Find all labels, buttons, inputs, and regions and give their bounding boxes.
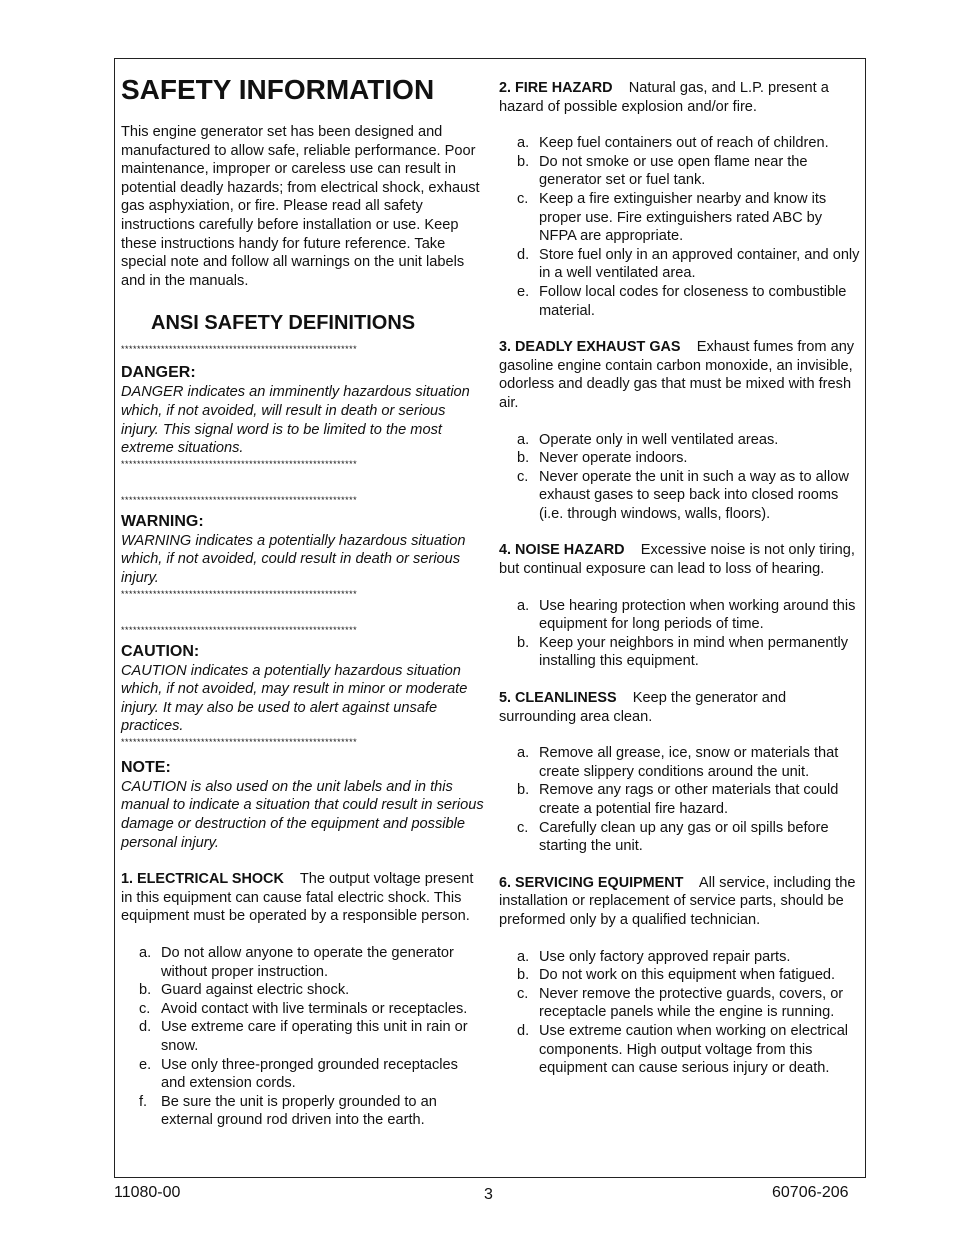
left-column [121,73,485,1130]
list-item-letter: b. [517,450,530,467]
list-item-text: Do not allow anyone to operate the generator without proper instruction. [161,945,454,980]
list-item [121,1018,485,1055]
list-item-text: Remove all grease, ice, snow or materials that create slippery conditions around the unit. [539,745,839,780]
list-item-text: Use only factory approved repair parts. [539,948,791,965]
list-item-letter: b. [517,967,530,984]
fire-hazard-list [499,134,861,320]
list-item [499,190,861,246]
list-item-letter: b. [139,982,152,999]
list-item-text: Do not work on this equipment when fatigued. [539,967,836,984]
page-title: SAFETY INFORMATION [121,74,435,105]
list-item-text: Never operate the unit in such a way as to allow exhaust gases to seep back into closed rooms (i.e. through windows, walls, floors). [539,468,849,522]
list-item-text: Operate only in well ventilated areas. [539,431,779,448]
list-item-letter: a. [139,945,152,962]
electrical-shock-text: The output voltage present in this equipment can cause fatal electric shock. This equipment must be operated by a responsible person. [121,871,474,925]
list-item [499,985,861,1022]
list-item [121,1000,485,1019]
list-item [499,468,861,524]
fire-hazard-text: Natural gas, and L.P. present a hazard of possible explosion and/or fire. [499,80,829,115]
electrical-shock-section [121,870,485,926]
list-item [499,1022,861,1078]
servicing-section [499,874,861,930]
cleanliness-list [499,744,861,856]
footer-doc-number: 11080-00 [114,1184,181,1201]
list-item [499,449,861,468]
list-item [499,283,861,320]
servicing-text: All service, including the installation or replacement of service parts, should be preformed only by a qualified technician. [499,874,856,928]
list-item [499,597,861,634]
ansi-definitions-heading: ANSI SAFETY DEFINITIONS [151,312,416,335]
list-item-letter: c. [517,468,529,485]
list-item [121,944,485,981]
divider-stars: *********************************************************** [121,736,358,747]
footer-part-number: 60706-206 [772,1184,849,1201]
list-item-letter: c. [139,1000,151,1017]
list-item-text: Guard against electric shock. [161,982,350,999]
list-item-text: Remove any rags or other materials that could create a potential fire hazard. [539,782,839,817]
list-item-letter: f. [139,1093,148,1110]
list-item-letter: d. [139,1019,152,1036]
fire-hazard-heading: 2. FIRE HAZARD [499,80,613,96]
list-item [499,781,861,818]
list-item [499,948,861,967]
list-item [121,1093,485,1130]
electrical-shock-list [121,944,485,1130]
noise-hazard-list [499,597,861,671]
exhaust-gas-text: Exhaust fumes from any gasoline engine contain carbon monoxide, an invisible, odorless and deadly gas that must be mixed with fresh air. [499,339,855,411]
noise-hazard-text: Excessive noise is not only tiring, but continual exposure can lead to loss of hearing. [499,542,855,578]
list-item-text: Use extreme caution when working on electrical components. High output voltage from this equipment can cause serious injury or death. [539,1022,849,1077]
list-item-letter: a. [517,597,530,614]
list-item-text: Keep a fire extinguisher nearby and know its proper use. Fire extinguishers rated ABC by NFPA are appropriate. [539,190,827,245]
list-item [121,981,485,1000]
divider-stars: *********************************************************** [121,458,358,469]
danger-heading: DANGER: [121,364,196,382]
cleanliness-heading: 5. CLEANLINESS [499,690,617,707]
list-item [499,153,861,190]
noise-hazard-heading: 4. NOISE HAZARD [499,542,625,559]
list-item-letter: c. [517,190,529,207]
list-item-letter: a. [517,948,530,965]
list-item-text: Never operate indoors. [539,450,688,467]
servicing-heading: 6. SERVICING EQUIPMENT [499,874,684,891]
list-item [499,134,861,153]
content-frame [114,58,866,1178]
exhaust-gas-list [499,431,861,524]
list-item-letter: a. [517,431,530,448]
list-item-letter: e. [139,1056,152,1073]
list-item-letter: d. [517,1022,530,1039]
list-item-letter: a. [517,135,530,152]
list-item-text: Do not smoke or use open flame near the generator set or fuel tank. [539,153,808,189]
divider-stars: *********************************************************** [121,344,358,355]
divider-stars: *********************************************************** [121,624,358,635]
list-item-text: Store fuel only in an approved container, and only in a well ventilated area. [539,246,860,282]
note-heading: NOTE: [121,758,171,776]
list-item [499,246,861,283]
danger-text: DANGER indicates an imminently hazardous situation which, if not avoided, will result in death or serious injury. This signal word is to be limited to the most extreme situations. [121,384,470,457]
warning-heading: WARNING: [121,512,204,530]
list-item-text: Follow local codes for closeness to combustible material. [539,283,847,319]
list-item-letter: c. [517,985,529,1002]
list-item-letter: d. [517,246,530,263]
warning-text: WARNING indicates a potentially hazardous situation which, if not avoided, could result in death or serious injury. [121,532,466,586]
divider-stars: *********************************************************** [121,588,358,599]
divider-stars: *********************************************************** [121,494,358,505]
list-item-text: Keep fuel containers out of reach of children. [539,135,829,152]
caution-text: CAUTION indicates a potentially hazardous situation which, if not avoided, may result in minor or moderate injury. It may also be used to alert against unsafe practices. [121,662,468,735]
list-item-text: Never remove the protective guards, covers, or receptacle panels while the engine is running. [539,985,844,1021]
list-item-text: Use only three-pronged grounded receptacles and extension cords. [161,1056,458,1092]
noise-hazard-section [499,541,861,578]
list-item [499,744,861,781]
list-item-text: Use extreme care if operating this unit in rain or snow. [161,1019,468,1054]
cleanliness-section [499,689,861,726]
cleanliness-text: Keep the generator and surrounding area clean. [499,690,787,725]
exhaust-gas-section [499,338,861,412]
list-item-letter: b. [517,782,530,799]
list-item-letter: c. [517,819,529,836]
list-item-letter: b. [517,634,530,651]
list-item-letter: a. [517,745,530,762]
list-item-text: Carefully clean up any gas or oil spills before starting the unit. [539,819,829,855]
list-item [121,1056,485,1093]
intro-paragraph: This engine generator set has been designed and manufactured to allow safe, reliable performance. Poor maintenance, improper or careless use can result in potential deadly hazards; from electrical shock, exhaust gas asphyxiation, or fire. Please read all safety instructions carefully before installation or use. Keep these instructions handy for future reference. Take special note and follow all warnings on the unit labels and in the manuals. [121,124,480,289]
caution-heading: CAUTION: [121,642,200,660]
note-text: CAUTION is also used on the unit labels and in this manual to indicate a situation that could result in serious damage or destruction of the equipment and possible personal injury. [121,778,484,851]
right-column [499,79,861,1078]
list-item-text: Use hearing protection when working around this equipment for long periods of time. [539,597,856,633]
list-item [499,431,861,450]
list-item [499,819,861,856]
list-item-text: Avoid contact with live terminals or receptacles. [161,1000,468,1017]
exhaust-gas-heading: 3. DEADLY EXHAUST GAS [499,339,681,356]
list-item-text: Keep your neighbors in mind when permanently installing this equipment. [539,634,849,670]
list-item-letter: e. [517,283,530,300]
list-item-letter: b. [517,153,530,170]
list-item [499,634,861,671]
fire-hazard-section [499,79,861,116]
page-number: 3 [484,1186,493,1203]
electrical-shock-heading: 1. ELECTRICAL SHOCK [121,871,284,888]
list-item-text: Be sure the unit is properly grounded to an external ground rod driven into the earth. [161,1093,437,1129]
servicing-list [499,948,861,1078]
list-item [499,966,861,985]
